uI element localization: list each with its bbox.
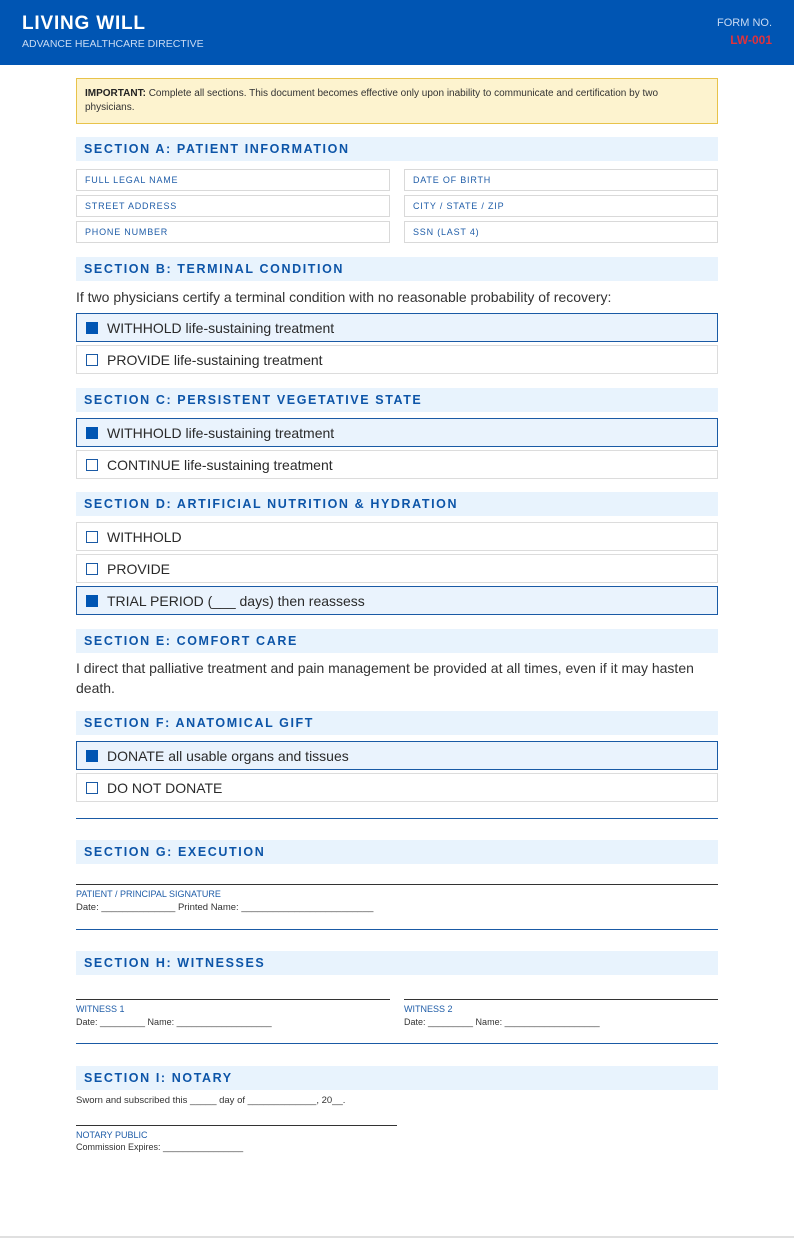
- witness-2-date-name: Date: _________ Name: ___________________: [404, 1017, 600, 1027]
- option-label: PROVIDE: [107, 560, 171, 577]
- section-d-option-trial-period[interactable]: [76, 586, 718, 615]
- notary-signature-line[interactable]: [76, 1125, 397, 1126]
- notice-text: Complete all sections. This document becomes effective only upon inability to communicate and certification by two physicians.: [85, 88, 659, 113]
- option-label: PROVIDE life-sustaining treatment: [107, 351, 323, 368]
- option-label: TRIAL PERIOD (___ days) then reassess: [107, 592, 365, 609]
- checkbox-unchecked-icon: [86, 563, 98, 575]
- witness-signatures: [76, 999, 718, 1027]
- checkbox-unchecked-icon: [86, 531, 98, 543]
- checkbox-checked-icon: [86, 322, 98, 334]
- date-of-birth-field[interactable]: DATE OF BIRTH: [404, 169, 718, 191]
- form-title: LIVING WILL: [22, 13, 146, 34]
- witness-1-date-name: Date: _________ Name: ___________________: [76, 1017, 272, 1027]
- section-d-option-provide[interactable]: [76, 554, 718, 583]
- section-g-header: SECTION G: EXECUTION: [76, 840, 718, 864]
- section-c-option-withhold[interactable]: [76, 418, 718, 447]
- form-number: LW-001: [730, 33, 772, 47]
- section-a-header: SECTION A: PATIENT INFORMATION: [76, 137, 718, 161]
- checkbox-unchecked-icon: [86, 782, 98, 794]
- section-c-header: SECTION C: PERSISTENT VEGETATIVE STATE: [76, 388, 718, 412]
- checkbox-checked-icon: [86, 595, 98, 607]
- witness-1-block: [76, 999, 390, 1027]
- section-f-header: SECTION F: ANATOMICAL GIFT: [76, 711, 718, 735]
- form-subtitle: ADVANCE HEALTHCARE DIRECTIVE: [22, 38, 204, 50]
- option-label: CONTINUE life-sustaining treatment: [107, 456, 333, 473]
- section-f-option-do-not-donate[interactable]: [76, 773, 718, 802]
- section-b-header: SECTION B: TERMINAL CONDITION: [76, 257, 718, 281]
- section-f-option-donate[interactable]: [76, 741, 718, 770]
- section-d-option-withhold[interactable]: [76, 522, 718, 551]
- section-h-header: SECTION H: WITNESSES: [76, 951, 718, 975]
- option-label: WITHHOLD life-sustaining treatment: [107, 424, 335, 441]
- section-i-header: SECTION I: NOTARY: [76, 1066, 718, 1090]
- form-header: [0, 0, 794, 65]
- section-e-header: SECTION E: COMFORT CARE: [76, 629, 718, 653]
- checkbox-unchecked-icon: [86, 354, 98, 366]
- section-e-description: I direct that palliative treatment and pain management be provided at all times, even if it may hasten death.: [76, 660, 694, 696]
- notary-sworn-text: Sworn and subscribed this _____ day of _____________, 20__.: [76, 1095, 346, 1106]
- checkbox-checked-icon: [86, 427, 98, 439]
- ssn-last4-field[interactable]: SSN (LAST 4): [404, 221, 718, 243]
- witness-2-block: [404, 999, 718, 1027]
- option-label: WITHHOLD life-sustaining treatment: [107, 319, 335, 336]
- notice-label: IMPORTANT:: [85, 88, 146, 99]
- option-label: DO NOT DONATE: [107, 779, 223, 796]
- section-b-option-provide[interactable]: [76, 345, 718, 374]
- section-b-description: If two physicians certify a terminal condition with no reasonable probability of recovery:: [76, 289, 612, 305]
- street-address-field[interactable]: STREET ADDRESS: [76, 195, 390, 217]
- section-divider: [76, 1043, 718, 1044]
- full-legal-name-field[interactable]: FULL LEGAL NAME: [76, 169, 390, 191]
- checkbox-unchecked-icon: [86, 459, 98, 471]
- form-body: [76, 78, 718, 1152]
- important-notice: [76, 78, 718, 124]
- phone-number-field[interactable]: PHONE NUMBER: [76, 221, 390, 243]
- patient-date-printed-name: Date: ______________ Printed Name: _________________________: [76, 902, 374, 913]
- checkbox-checked-icon: [86, 750, 98, 762]
- patient-signature-line[interactable]: [76, 884, 718, 885]
- commission-expires: Commission Expires: ________________: [76, 1142, 244, 1152]
- option-label: WITHHOLD: [107, 528, 182, 545]
- notary-public-label: NOTARY PUBLIC: [76, 1130, 148, 1140]
- patient-signature-label: PATIENT / PRINCIPAL SIGNATURE: [76, 889, 221, 899]
- city-state-zip-field[interactable]: CITY / STATE / ZIP: [404, 195, 718, 217]
- section-divider: [76, 818, 718, 819]
- section-b-option-withhold[interactable]: [76, 313, 718, 342]
- option-label: DONATE all usable organs and tissues: [107, 747, 349, 764]
- witness-2-label: WITNESS 2: [404, 1004, 453, 1014]
- witness-1-signature-line[interactable]: [76, 999, 390, 1000]
- section-d-header: SECTION D: ARTIFICIAL NUTRITION & HYDRATION: [76, 492, 718, 516]
- section-divider: [76, 929, 718, 930]
- witness-1-label: WITNESS 1: [76, 1004, 125, 1014]
- section-c-option-continue[interactable]: [76, 450, 718, 479]
- patient-info-grid: [76, 169, 718, 243]
- witness-2-signature-line[interactable]: [404, 999, 718, 1000]
- form-number-label: FORM NO.: [717, 17, 772, 29]
